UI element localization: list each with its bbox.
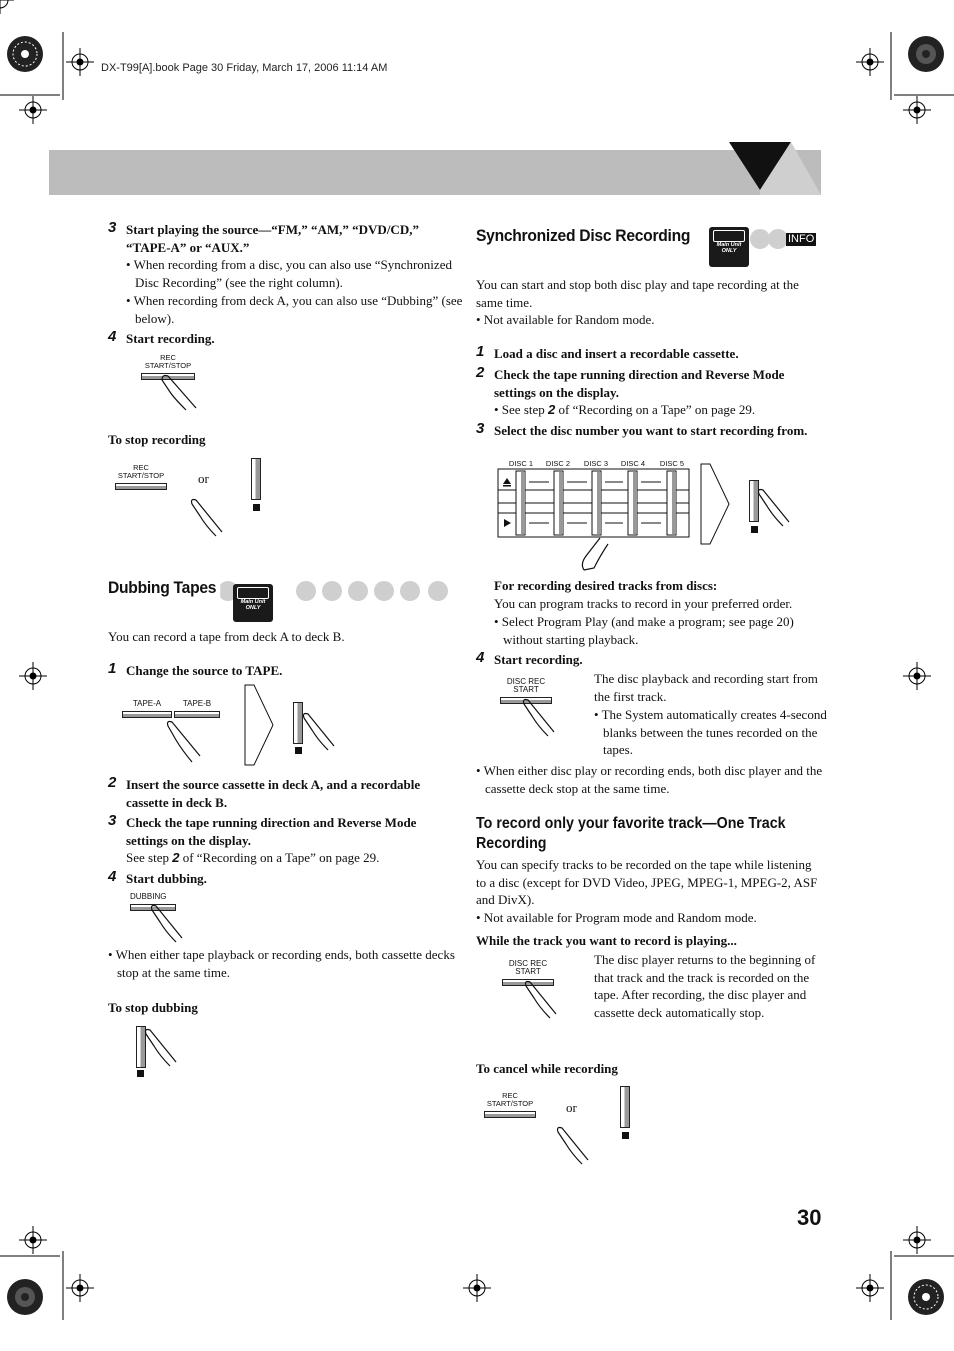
button-label: START/STOP bbox=[486, 1099, 534, 1108]
step-title: Start recording. bbox=[126, 331, 215, 346]
tape-a-button[interactable] bbox=[122, 700, 172, 718]
subheading: To cancel while recording bbox=[476, 1061, 618, 1076]
intro-text: You can start and stop both disc play and tape recording at the same time. bbox=[476, 277, 799, 310]
file-info-header: DX-T99[A].book Page 30 Friday, March 17, 2006 11:14 AM bbox=[101, 62, 388, 74]
arrow-right-icon bbox=[244, 684, 274, 766]
intro-bullet: • Not available for Random mode. bbox=[476, 312, 655, 327]
button-label: REC bbox=[160, 353, 176, 362]
bullet: • The System automatically creates 4-second blanks between the tunes recorded on the tapes. bbox=[594, 707, 827, 757]
or-text: or bbox=[566, 1100, 577, 1115]
main-unit-only-badge bbox=[709, 227, 749, 267]
see-step-text: See step 2 of “Recording on a Tape” on page 29. bbox=[126, 850, 380, 865]
step-number: 2 bbox=[108, 774, 117, 791]
page-number: 30 bbox=[797, 1205, 822, 1230]
step-number: 3 bbox=[108, 812, 117, 829]
subheading: To stop dubbing bbox=[108, 1000, 198, 1015]
step-title: Start playing the source—“FM,” “AM,” “DVD/CD,” “TAPE-A” or “AUX.” bbox=[126, 222, 419, 255]
finger-press-icon bbox=[158, 372, 200, 414]
subheading: For recording desired tracks from discs: bbox=[494, 578, 718, 593]
rec-start-stop-button[interactable] bbox=[484, 1092, 536, 1118]
header-triangle-icon bbox=[729, 142, 821, 196]
step-title: Load a disc and insert a recordable cassette. bbox=[494, 346, 739, 361]
badge-text: Main Unit bbox=[716, 242, 742, 248]
header-band bbox=[49, 150, 821, 195]
step-title: Start recording. bbox=[494, 652, 583, 667]
button-label: DISC REC bbox=[506, 677, 546, 686]
stop-button[interactable] bbox=[251, 458, 261, 500]
finger-press-icon bbox=[298, 712, 338, 752]
button-label: START/STOP bbox=[117, 471, 165, 480]
finger-press-icon bbox=[146, 904, 186, 944]
button-label: TAPE-A bbox=[132, 699, 162, 708]
finger-press-icon bbox=[140, 1028, 180, 1068]
section-heading: Dubbing Tapes bbox=[108, 578, 220, 598]
note-text: • When either tape playback or recording ends, both cassette decks stop at the same time. bbox=[108, 947, 455, 980]
step-number: 1 bbox=[108, 660, 117, 677]
disc-3-label: DISC 3 bbox=[583, 459, 609, 468]
note-text: • When either disc play or recording ends, both disc player and the cassette deck stop at the same time. bbox=[476, 763, 823, 796]
badge-text: ONLY bbox=[721, 248, 737, 254]
bullet: • When recording from deck A, you can also use “Dubbing” (see below). bbox=[126, 293, 463, 326]
step-number: 4 bbox=[476, 649, 485, 666]
step-title: Select the disc number you want to start recording from. bbox=[494, 423, 808, 438]
intro-text: You can record a tape from deck A to deck B. bbox=[108, 629, 345, 644]
body-text: The disc playback and recording start from the first track. bbox=[594, 671, 818, 704]
subheading: To stop recording bbox=[108, 432, 206, 447]
button-label: START bbox=[515, 967, 541, 976]
step-title: Insert the source cassette in deck A, and a recordable cassette in deck B. bbox=[126, 777, 421, 810]
bullet: • Not available for Program mode and Random mode. bbox=[476, 910, 757, 925]
button-label: REC bbox=[133, 463, 149, 472]
arrow-right-icon bbox=[700, 463, 730, 545]
disc-2-label: DISC 2 bbox=[545, 459, 571, 468]
bullet: • Select Program Play (and make a program; see page 20) without starting playback. bbox=[494, 614, 794, 647]
see-step-text: • See step 2 of “Recording on a Tape” on page 29. bbox=[494, 402, 756, 417]
subheading: While the track you want to record is playing... bbox=[476, 933, 737, 948]
step-title: Change the source to TAPE. bbox=[126, 663, 283, 678]
tape-b-button[interactable] bbox=[174, 700, 220, 718]
finger-press-icon bbox=[578, 536, 618, 572]
finger-press-icon bbox=[186, 498, 226, 538]
stop-icon bbox=[137, 1070, 144, 1077]
step-title: Check the tape running direction and Reverse Mode settings on the display. bbox=[126, 815, 417, 848]
step-number: 1 bbox=[476, 343, 485, 360]
button-label: REC bbox=[502, 1091, 518, 1100]
sub-heading: To record only your favorite track—One Track Recording bbox=[476, 815, 786, 852]
stop-button[interactable] bbox=[620, 1086, 630, 1128]
finger-press-icon bbox=[518, 698, 558, 738]
disc-5-label: DISC 5 bbox=[659, 459, 685, 468]
disc-1-label: DISC 1 bbox=[508, 459, 534, 468]
step-number: 2 bbox=[476, 364, 485, 381]
button-label: START bbox=[513, 685, 539, 694]
bullet: • When recording from a disc, you can also use “Synchronized Disc Recording” (see the right column). bbox=[126, 257, 452, 290]
button-label: START/STOP bbox=[144, 361, 192, 370]
step-number: 4 bbox=[108, 868, 117, 885]
badge-text: Main Unit bbox=[240, 599, 266, 605]
stop-icon bbox=[253, 504, 260, 511]
stop-icon bbox=[622, 1132, 629, 1139]
button-label: DUBBING bbox=[130, 892, 167, 901]
step-title: Check the tape running direction and Reverse Mode settings on the display. bbox=[494, 367, 785, 400]
finger-press-icon bbox=[753, 488, 793, 528]
disc-tray-panel bbox=[497, 468, 691, 540]
step-title: Start dubbing. bbox=[126, 871, 207, 886]
body-text: You can program tracks to record in your preferred order. bbox=[494, 596, 793, 611]
step-number: 4 bbox=[108, 328, 117, 345]
step-number: 3 bbox=[108, 219, 117, 236]
body-text: You can specify tracks to be recorded on the tape while listening to a disc (except for DVD Video, JPEG, MPEG-1, MPEG-2, ASF and DivX). bbox=[476, 857, 818, 907]
rec-start-stop-button[interactable] bbox=[115, 464, 167, 490]
finger-press-icon bbox=[162, 720, 204, 766]
button-label: TAPE-B bbox=[182, 699, 212, 708]
button-label: DISC REC bbox=[508, 959, 548, 968]
finger-press-icon bbox=[552, 1126, 592, 1166]
finger-press-icon bbox=[520, 980, 560, 1020]
badge-text: ONLY bbox=[245, 605, 261, 611]
body-text: The disc player returns to the beginning of that track and the track is recorded on the tape. After recording, the disc player and cassette deck automatically stop. bbox=[594, 952, 816, 1020]
info-badge: INFO bbox=[788, 233, 815, 245]
or-text: or bbox=[198, 471, 209, 486]
section-heading: Synchronized Disc Recording bbox=[476, 226, 694, 246]
disc-4-label: DISC 4 bbox=[620, 459, 646, 468]
step-number: 3 bbox=[476, 420, 485, 437]
main-unit-only-badge bbox=[233, 584, 273, 622]
